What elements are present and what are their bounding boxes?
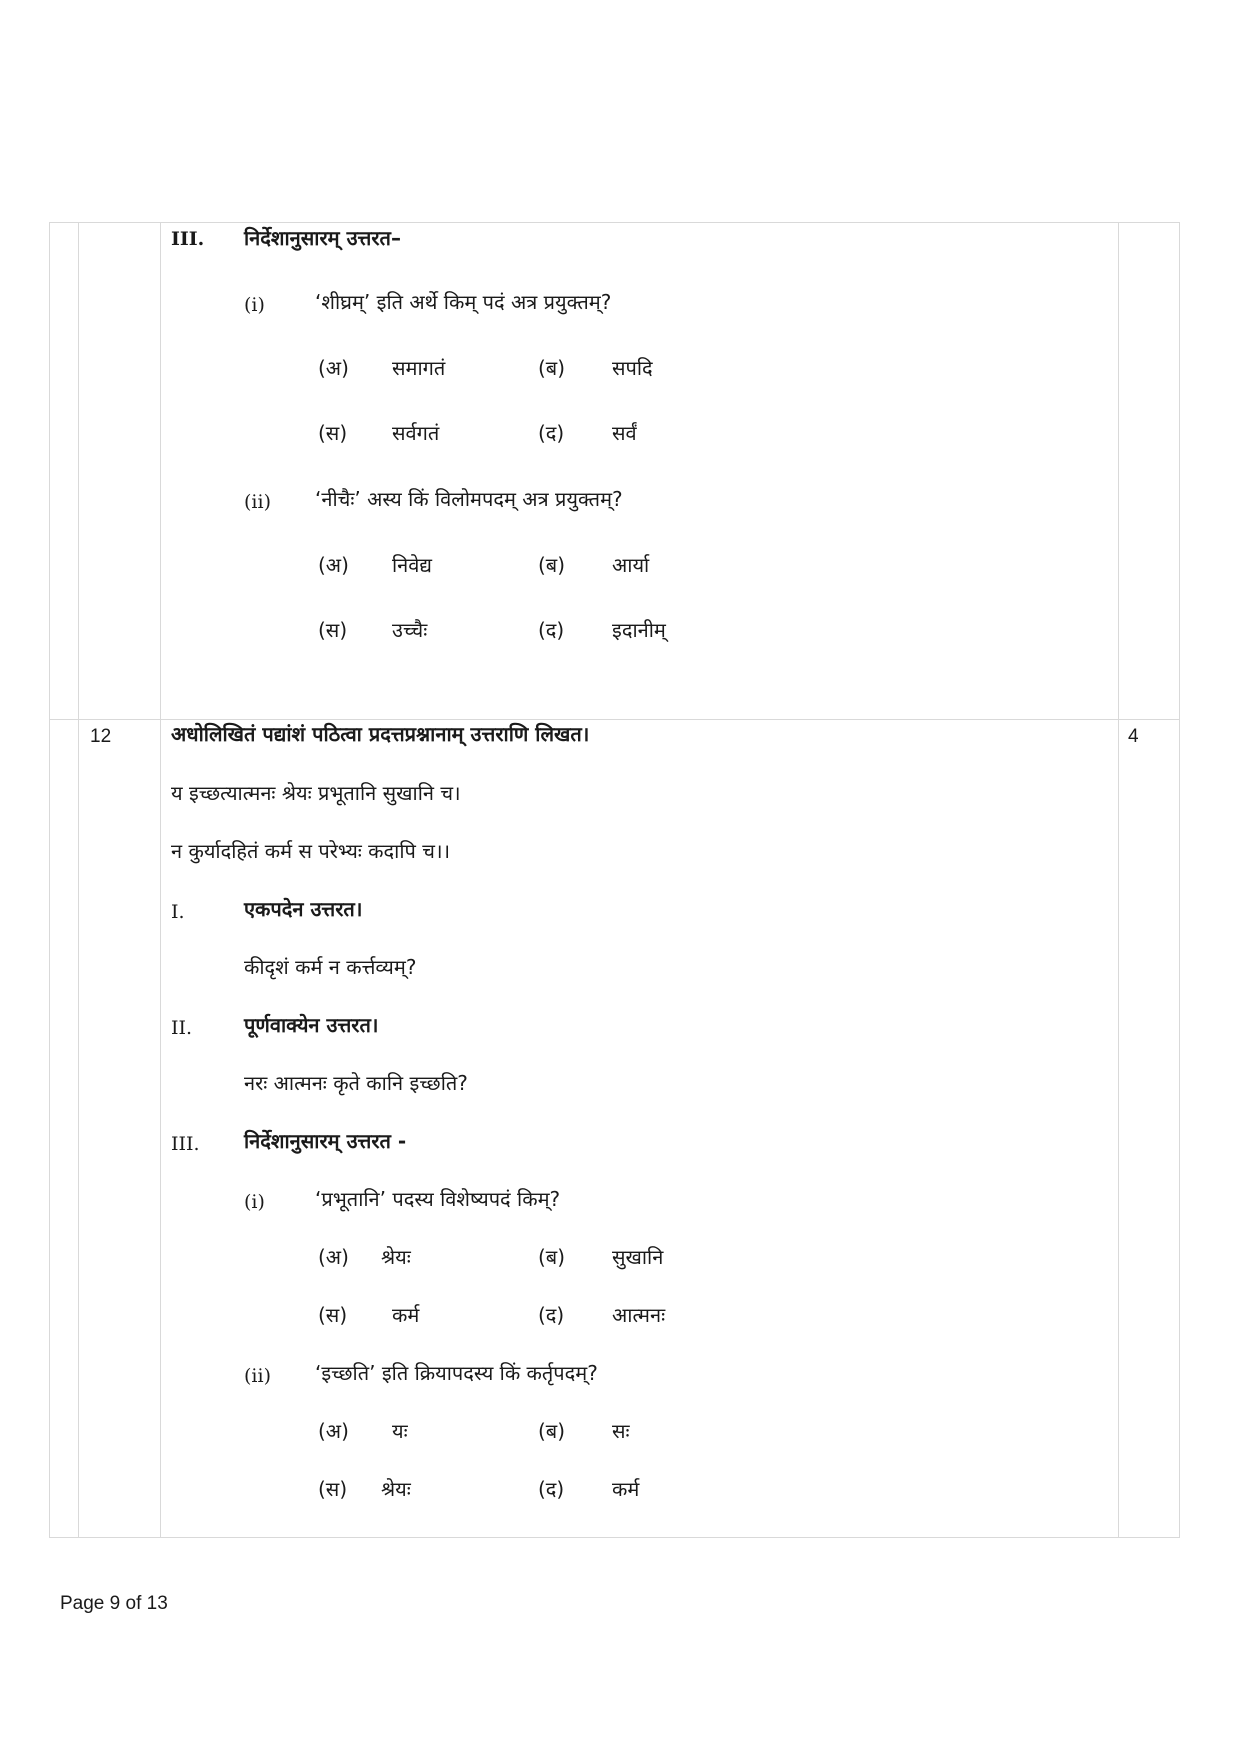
part-heading: पूर्णवाक्येन उत्तरत। [244, 1013, 379, 1037]
table-col-divider [1118, 222, 1119, 1538]
part-heading: एकपदेन उत्तरत। [244, 897, 363, 921]
option-label: (ब) [538, 1419, 566, 1443]
sub-question: ‘प्रभूतानि’ पदस्य विशेष्यपदं किम्? [315, 1187, 561, 1211]
question-heading: अधोलिखितं पद्यांशं पठित्वा प्रदत्तप्रश्नानाम् उत्तराणि लिखत। [171, 722, 590, 746]
part-heading: निर्देशानुसारम् उत्तरत - [244, 1129, 407, 1153]
part-roman: I. [171, 901, 185, 923]
sub-question: ‘नीचैः’ अस्य किं विलोमपदम् अत्र प्रयुक्तम्? [315, 487, 623, 511]
option-label: (अ) [318, 1419, 349, 1443]
option-text: आत्मनः [612, 1303, 666, 1327]
part-roman: III. [171, 228, 205, 250]
part-roman: III. [171, 1133, 200, 1155]
option-text: श्रेयः [381, 1245, 411, 1269]
option-label: (अ) [318, 1245, 349, 1269]
sub-label: (i) [244, 1191, 265, 1213]
option-text: सर्वगतं [392, 421, 440, 445]
option-text: श्रेयः [381, 1477, 411, 1501]
part-roman: II. [171, 1017, 193, 1039]
option-label: (ब) [538, 1245, 566, 1269]
part-question: कीदृशं कर्म न कर्त्तव्यम्? [244, 955, 417, 979]
option-text: निवेद्य [392, 553, 432, 577]
part-question: नरः आत्मनः कृते कानि इच्छति? [244, 1071, 468, 1095]
question-number: 12 [90, 726, 112, 747]
option-text: आर्या [612, 553, 650, 577]
part-heading: निर्देशानुसारम् उत्तरत– [244, 226, 401, 250]
option-text: सः [612, 1419, 630, 1443]
option-text: सर्वं [612, 421, 637, 445]
sub-label: (ii) [244, 1365, 271, 1387]
table-col-divider [160, 222, 161, 1538]
option-label: (ब) [538, 553, 566, 577]
table-border-bottom [49, 1537, 1179, 1538]
option-label: (ब) [538, 356, 566, 380]
option-label: (स) [318, 421, 348, 445]
verse-line: न कुर्यादहितं कर्म स परेभ्यः कदापि च।। [171, 839, 451, 863]
option-label: (द) [538, 1303, 565, 1327]
sub-label: (ii) [244, 491, 271, 513]
option-text: उच्चैः [392, 618, 428, 642]
option-label: (स) [318, 1303, 348, 1327]
question-marks: 4 [1128, 726, 1139, 747]
option-label: (द) [538, 421, 565, 445]
option-text: कर्म [612, 1477, 640, 1501]
sub-question: ‘इच्छति’ इति क्रियापदस्य किं कर्तृपदम्? [315, 1361, 598, 1385]
option-text: यः [392, 1419, 408, 1443]
option-label: (अ) [318, 356, 349, 380]
table-col-divider [78, 222, 79, 1538]
option-label: (अ) [318, 553, 349, 577]
option-text: कर्म [392, 1303, 420, 1327]
option-label: (स) [318, 1477, 348, 1501]
table-border-left [49, 222, 50, 1538]
option-label: (स) [318, 618, 348, 642]
option-label: (द) [538, 1477, 565, 1501]
option-text: सपदि [612, 356, 653, 380]
option-text: इदानीम् [612, 618, 666, 642]
page-number: Page 9 of 13 [60, 1593, 168, 1614]
option-label: (द) [538, 618, 565, 642]
table-row-divider [49, 719, 1179, 720]
option-text: सुखानि [612, 1245, 664, 1269]
option-text: समागतं [392, 356, 446, 380]
table-border-top [49, 222, 1179, 223]
sub-label: (i) [244, 294, 265, 316]
sub-question: ‘शीघ्रम्’ इति अर्थे किम् पदं अत्र प्रयुक्तम्? [315, 290, 612, 314]
verse-line: य इच्छत्यात्मनः श्रेयः प्रभूतानि सुखानि च। [171, 781, 461, 805]
table-border-right [1179, 222, 1180, 1538]
